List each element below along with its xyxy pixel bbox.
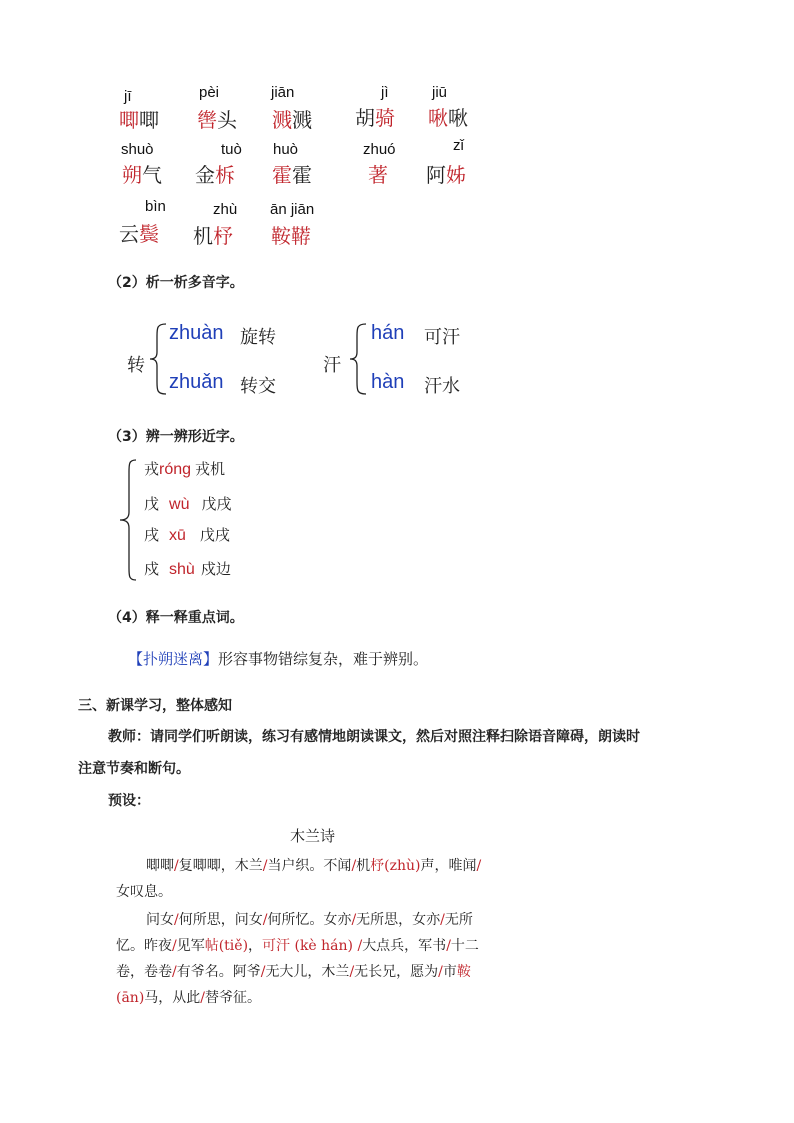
pinyin-tuo: tuò <box>221 141 242 158</box>
char-red: 柝 <box>215 163 235 187</box>
polyphone-han-char: 汗 <box>323 355 341 376</box>
pinyin-zi: zǐ <box>453 137 464 154</box>
char-black: 头 <box>217 108 237 132</box>
char-black: 唧 <box>139 108 159 132</box>
word-huji <box>355 102 395 131</box>
similar-char-row <box>144 458 225 479</box>
similar-char-row <box>144 493 231 514</box>
similar-char: 戌 <box>144 526 160 544</box>
pinyin-zhu: zhù <box>213 201 238 218</box>
char-black: 金 <box>195 163 215 187</box>
poem-line: 卷，卷卷/有爷名。阿爷/无大儿，木兰/无长兄，愿为/市鞍 <box>116 964 471 980</box>
teacher-instruction-line1: 教师：请同学们听朗读，练习有感情地朗读课文，然后对照注释扫除语音障碍，朗读时 <box>108 729 640 745</box>
similar-char-row <box>144 524 230 545</box>
word-jiji <box>119 104 159 133</box>
pinyin-jiqi: jì <box>381 84 389 101</box>
pinyin-pei: pèi <box>199 84 220 101</box>
similar-word: 戎机 <box>195 460 226 478</box>
similar-pinyin: shù <box>169 561 195 578</box>
similar-char: 戊 <box>144 495 160 513</box>
word-shuoqi <box>122 159 162 188</box>
similar-char: 戎 <box>144 460 160 478</box>
char-red: 杼 <box>213 224 233 248</box>
char-red: 姊 <box>446 163 466 187</box>
similar-word: 戍边 <box>200 560 231 578</box>
word-huohuo <box>272 159 312 188</box>
pinyin-shuo: shuò <box>121 141 154 158</box>
char-black: 机 <box>193 224 213 248</box>
pinyin-bin: bìn <box>145 198 166 215</box>
brace-icon <box>148 322 168 396</box>
section4-title: （4）释一释重点词。 <box>108 610 244 626</box>
pinyin-anjian: ān jiān <box>270 201 315 218</box>
term-definition <box>128 648 428 669</box>
poem-line: 女叹息。 <box>116 884 172 900</box>
char-black: 气 <box>142 163 162 187</box>
pinyin-zhuo: zhuó <box>363 141 396 158</box>
pinyin-huo: huò <box>273 141 299 158</box>
poem-line: 问女/何所思，问女/何所忆。女亦/无所思，女亦/无所 <box>146 912 473 928</box>
char-black: 云 <box>119 222 139 246</box>
word-peitou <box>197 104 237 133</box>
word-zhuo <box>368 159 388 188</box>
term-text: 形容事物错综复杂，难于辨别。 <box>218 650 429 668</box>
word-jiujiu <box>428 102 468 131</box>
char-red: 著 <box>368 163 388 187</box>
poem-line: 忆。昨夜/见军帖(tiě)，可汗 (kè hán) /大点兵，军书/十二 <box>116 938 479 954</box>
char-red: 朔 <box>122 163 142 187</box>
pinyin-zhuan3: zhuǎn <box>169 371 224 393</box>
polyphone-zhuan-char: 转 <box>127 355 145 376</box>
similar-char: 戍 <box>144 560 160 578</box>
poem-line: (ān)马，从此/替爷征。 <box>116 990 262 1006</box>
pinyin-han2: hán <box>371 322 405 344</box>
similar-pinyin: xū <box>169 527 186 544</box>
word-zhuanjiao: 转交 <box>240 376 276 397</box>
similar-word: 戊戌 <box>199 526 230 544</box>
word-hanshui: 汗水 <box>424 376 460 397</box>
char-black: 阿 <box>426 163 446 187</box>
word-kehan: 可汗 <box>424 327 460 348</box>
char-red: 鞍鞯 <box>271 224 311 248</box>
section2-title: （2）析一析多音字。 <box>108 275 244 291</box>
pinyin-zhuan4: zhuàn <box>169 322 224 344</box>
teacher-instruction-line2: 注意节奏和断句。 <box>78 761 190 777</box>
similar-pinyin: róng <box>159 461 192 478</box>
char-black: 胡 <box>355 106 375 130</box>
char-black: 啾 <box>448 106 468 130</box>
char-red: 溅 <box>272 108 292 132</box>
pinyin-jiu: jiū <box>432 84 448 101</box>
term-label: 【扑朔迷离】 <box>128 650 219 668</box>
section-three-title: 三、新课学习，整体感知 <box>78 698 232 714</box>
brace-icon <box>348 322 368 396</box>
section3-title: （3）辨一辨形近字。 <box>108 429 244 445</box>
char-red: 啾 <box>428 106 448 130</box>
char-red: 骑 <box>375 106 395 130</box>
word-yunbin <box>119 218 159 247</box>
preset-label: 预设： <box>108 793 150 809</box>
char-red: 霍 <box>272 163 292 187</box>
poem-line: 唧唧/复唧唧，木兰/当户织。不闻/机杼(zhù)声，唯闻/ <box>146 858 482 874</box>
word-jianjian <box>272 104 312 133</box>
word-jintuo <box>195 159 235 188</box>
word-xuanzhuan: 旋转 <box>240 327 276 348</box>
similar-char-row <box>144 558 231 579</box>
char-red: 辔 <box>197 108 217 132</box>
char-red: 鬓 <box>139 222 159 246</box>
word-azi <box>426 159 466 188</box>
similar-pinyin: wù <box>169 496 190 513</box>
char-black: 霍 <box>292 163 312 187</box>
char-black: 溅 <box>292 108 312 132</box>
pinyin-ji: jī <box>124 88 132 105</box>
char-red: 唧 <box>119 108 139 132</box>
pinyin-jian: jiān <box>271 84 295 101</box>
pinyin-han4: hàn <box>371 371 405 393</box>
word-jizhu <box>193 220 233 249</box>
word-anjian <box>271 220 311 249</box>
similar-word: 戊戌 <box>201 495 232 513</box>
brace-icon <box>118 458 138 582</box>
poem-title: 木兰诗 <box>290 827 336 845</box>
